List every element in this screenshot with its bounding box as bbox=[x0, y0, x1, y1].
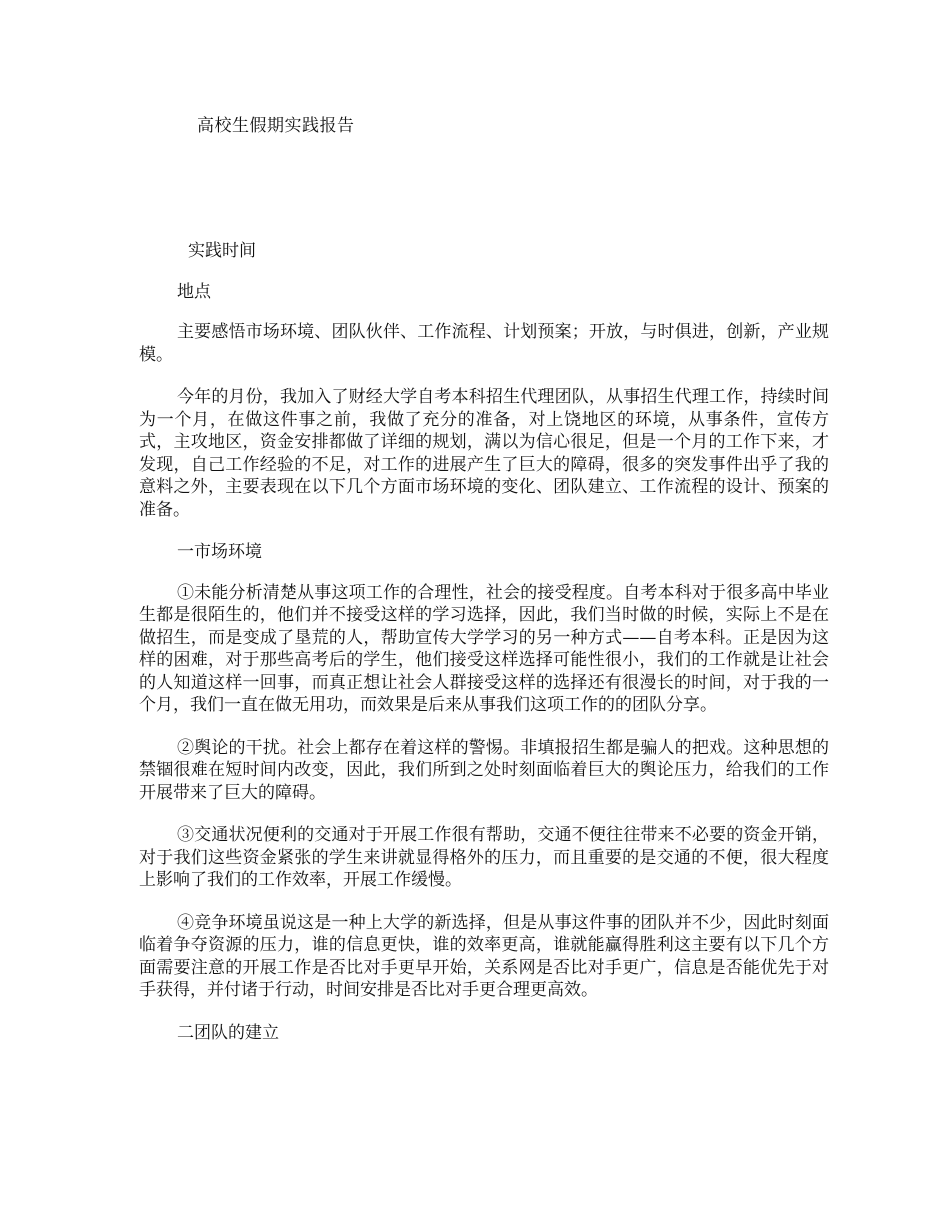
paragraph-point-4: ④竞争环境虽说这是一种上大学的新选择，但是从事这件事的团队并不少，因此时刻面临着争夺资源的压力，谁的信息更快，谁的效率更高，谁就能赢得胜利这主要有以下几个方面需要注意的开展工作是否比对手更早开始，关系网是否比对手更广，信息是否能优先于对手获得，并付诸于行动，时间安排是否比对手更合理更高效。 bbox=[139, 912, 829, 1000]
paragraph-point-2: ②舆论的干扰。社会上都存在着这样的警惕。非填报招生都是骗人的把戏。这种思想的禁锢很难在短时间内改变，因此，我们所到之处时刻面临着巨大的舆论压力，给我们的工作开展带来了巨大的障碍。 bbox=[139, 737, 829, 803]
paragraph-introduction: 今年的月份，我加入了财经大学自考本科招生代理团队，从事招生代理工作，持续时间为一个月，在做这件事之前，我做了充分的准备，对上饶地区的环境，从事条件，宣传方式，主攻地区，资金安排都做了详细的规划，满以为信心很足，但是一个月的工作下来，才发现，自己工作经验的不足，对工作的进展产生了巨大的障碍，很多的突发事件出乎了我的意料之外，主要表现在以下几个方面市场环境的变化、团队建立、工作流程的设计、预案的准备。 bbox=[139, 387, 829, 520]
document-body bbox=[139, 240, 829, 1062]
paragraph-main-insights: 主要感悟市场环境、团队伙伴、工作流程、计划预案；开放，与时俱进，创新，产业规模。 bbox=[139, 322, 829, 365]
section-heading-market-environment: 一市场环境 bbox=[177, 542, 262, 562]
paragraph-location: 地点 bbox=[177, 281, 211, 302]
paragraph-practice-time: 实践时间 bbox=[188, 241, 256, 261]
paragraph-point-1: ①未能分析清楚从事这项工作的合理性，社会的接受程度。自考本科对于很多高中毕业生都是很陌生的，他们并不接受这样的学习选择，因此，我们当时做的时候，实际上不是在做招生，而是变成了垦荒的人，帮助宣传大学学习的另一种方式——自考本科。正是因为这样的困难，对于那些高考后的学生，他们接受这样选择可能性很小，我们的工作就是让社会的人知道这样一回事，而真正想让社会人群接受这样的选择还有很漫长的时间，对于我的一个月，我们一直在做无用功，而效果是后来从事我们这项工作的的团队分享。 bbox=[139, 582, 829, 715]
section-heading-team-building: 二团队的建立 bbox=[177, 1022, 279, 1043]
paragraph-point-3: ③交通状况便利的交通对于开展工作很有帮助，交通不便往往带来不必要的资金开销，对于我们这些资金紧张的学生来讲就显得格外的压力，而且重要的是交通的不便，很大程度上影响了我们的工作效率，开展工作缓慢。 bbox=[139, 825, 829, 890]
document-title: 高校生假期实践报告 bbox=[197, 116, 355, 136]
